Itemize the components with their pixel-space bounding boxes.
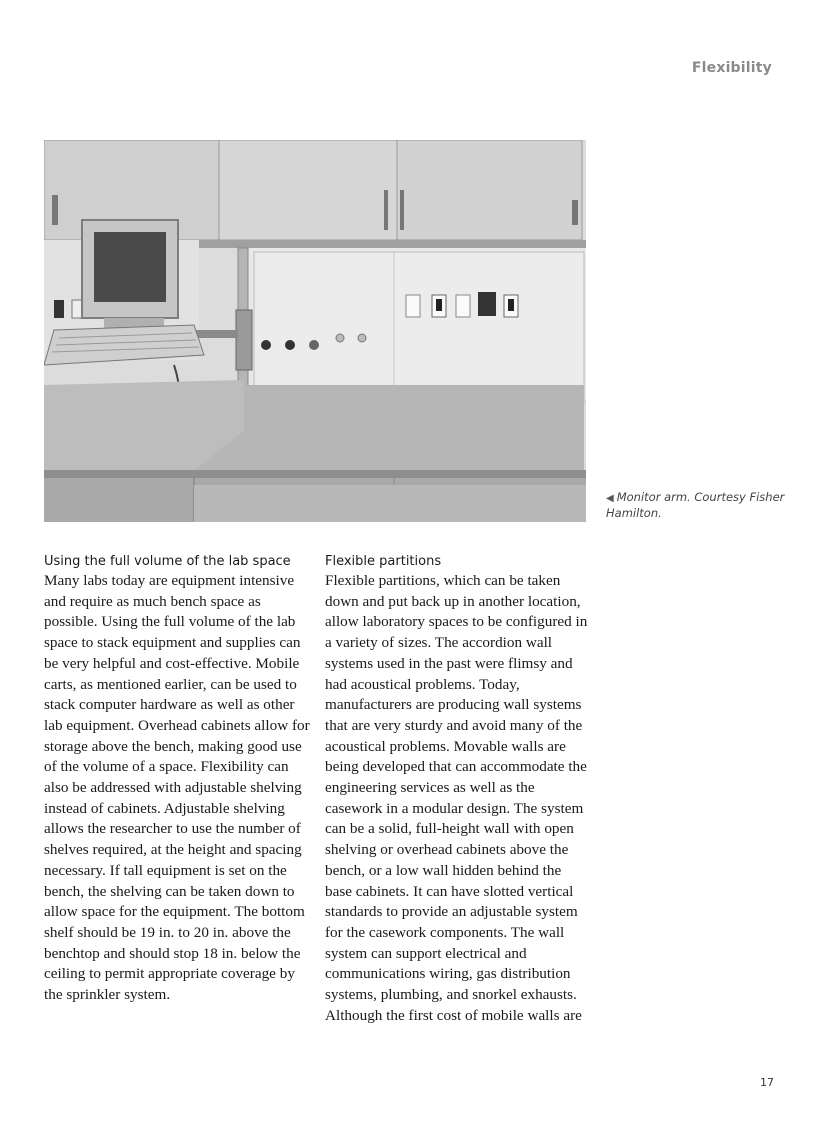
left-triangle-icon: ◀ bbox=[606, 493, 614, 504]
right-column-heading: Flexible partitions bbox=[325, 554, 442, 569]
page-number: 17 bbox=[760, 1076, 774, 1089]
right-column bbox=[325, 553, 591, 1026]
left-column bbox=[44, 553, 310, 1006]
lab-bench-illustration bbox=[44, 140, 586, 522]
photo-caption bbox=[606, 490, 786, 521]
left-column-body: Many labs today are equipment intensive and require as much bench space as possible. Using the full volume of the lab space to stack equipment and supplies can be very helpful and cost-effective. Mobile carts, as mentioned earlier, can be used to stack computer hardware as well as other lab equipment. Overhead cabinets allow for storage above the bench, making good use of the volume of a space. Flexibility can also be addressed with adjustable shelving instead of cabinets. Adjustable shelving allows the researcher to use the number of shelves required, at the height and spacing necessary. If tall equipment is set on the bench, the shelving can be taken down to allow space for the equipment. The bottom shelf should be 19 in. to 20 in. above the benchtop and should stop 18 in. below the ceiling to permit appropriate coverage by the sprinkler system. bbox=[44, 572, 310, 1004]
left-column-heading: Using the full volume of the lab space bbox=[44, 554, 291, 569]
running-head: Flexibility bbox=[691, 60, 772, 76]
caption-text: Monitor arm. Courtesy Fisher Hamilton. bbox=[606, 490, 785, 520]
right-column-body: Flexible partitions, which can be taken down and put back up in another location, allow laboratory spaces to be configured in a variety of sizes. The accordion wall systems used in the past were flimsy and had acoustical problems. Today, manufacturers are producing wall systems that are very sturdy and avoid many of the acoustical problems. Movable walls are being developed that can accommodate the engineering services as well as the casework in a modular design. The system can be a solid, full-height wall with open shelving or overhead cabinets above the bench, or a low wall hidden behind the base cabinets. It can have slotted vertical standards to provide an adjustable system for the casework components. The wall system can support electrical and communications wiring, gas distribution systems, plumbing, and snorkel exhausts. Although the first cost of mobile walls are bbox=[325, 572, 588, 1024]
lab-bench-photo bbox=[44, 140, 586, 522]
